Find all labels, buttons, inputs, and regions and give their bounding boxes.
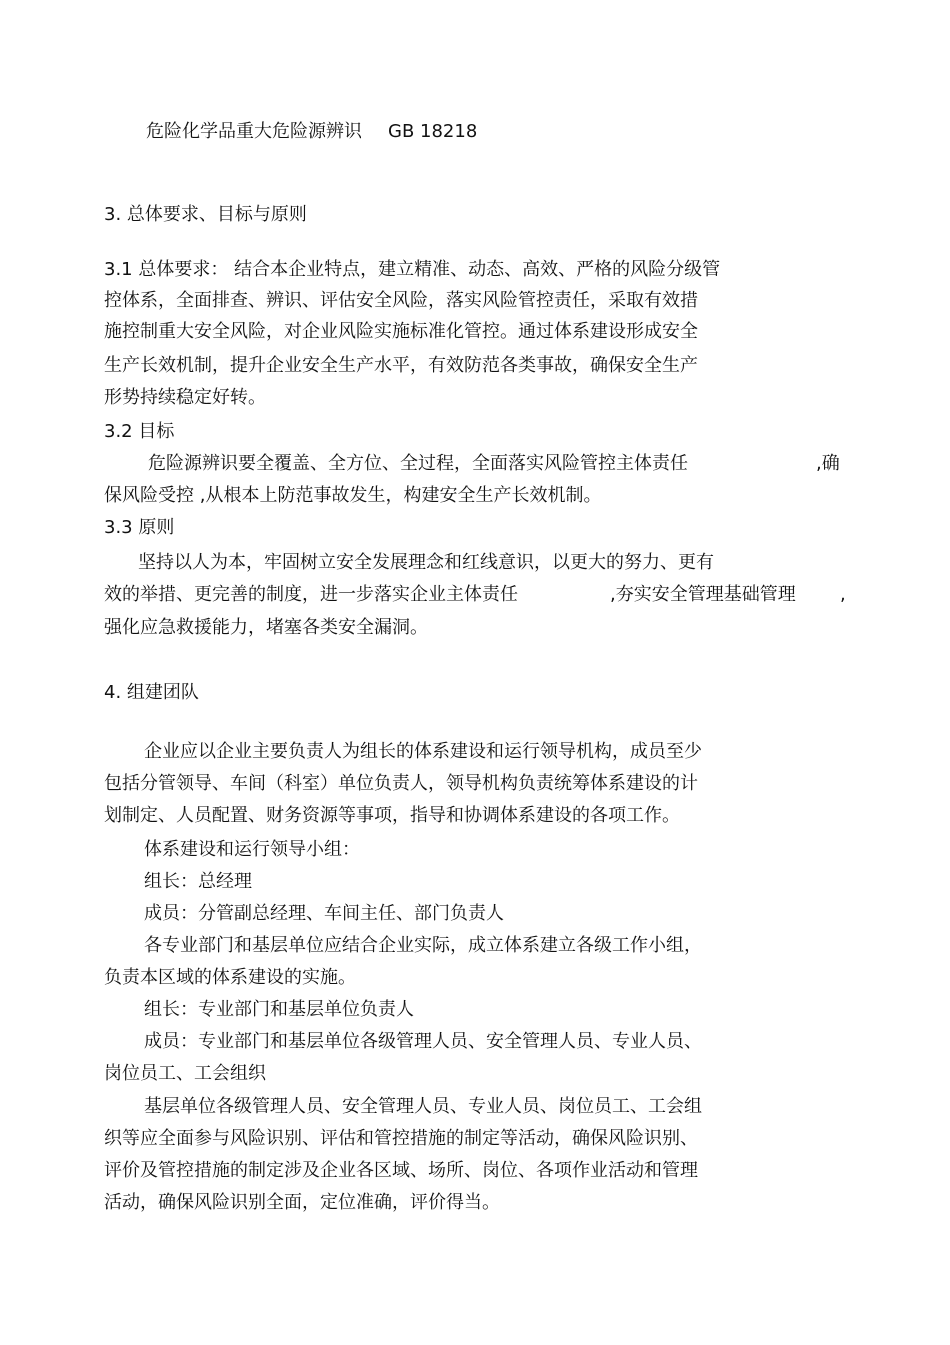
leader-group-head: 组长：总经理 bbox=[144, 871, 252, 892]
section-3-2-heading: 3.2 目标 bbox=[104, 421, 175, 442]
section-3-2-line: 保风险受控 ,从根本上防范事故发生，构建安全生产长效机制。 bbox=[104, 485, 602, 506]
work-group-head: 组长：专业部门和基层单位负责人 bbox=[144, 999, 414, 1020]
leader-group-title: 体系建设和运行领导小组： bbox=[144, 839, 360, 860]
section-3-3-line: 效的举措、更完善的制度，进一步落实企业主体责任 bbox=[104, 584, 518, 605]
section-4-heading: 4. 组建团队 bbox=[104, 682, 199, 703]
standard-name: 危险化学品重大危险源辨识 bbox=[146, 121, 362, 142]
section-4-p3-line: 评价及管控措施的制定涉及企业各区域、场所、岗位、各项作业活动和管理 bbox=[104, 1160, 698, 1181]
section-3-1-line: 生产长效机制，提升企业安全生产水平，有效防范各类事故，确保安全生产 bbox=[104, 355, 698, 376]
section-3-3-line: 强化应急救援能力，堵塞各类安全漏洞。 bbox=[104, 617, 428, 638]
section-3-2-line: 危险源辨识要全覆盖、全方位、全过程，全面落实风险管控主体责任 bbox=[148, 453, 688, 474]
section-4-p1-line: 包括分管领导、车间（科室）单位负责人，领导机构负责统筹体系建设的计 bbox=[104, 773, 698, 794]
section-4-p3-line: 基层单位各级管理人员、安全管理人员、专业人员、岗位员工、工会组 bbox=[144, 1096, 702, 1117]
section-4-p1-line: 划制定、人员配置、财务资源等事项，指导和协调体系建设的各项工作。 bbox=[104, 805, 680, 826]
leader-group-members: 成员：分管副总经理、车间主任、部门负责人 bbox=[144, 903, 504, 924]
section-3-2-line-end: ,确 bbox=[816, 453, 840, 474]
section-3-heading: 3. 总体要求、目标与原则 bbox=[104, 204, 307, 225]
section-3-1-line: 形势持续稳定好转。 bbox=[104, 387, 266, 408]
section-3-1-line: 3.1 总体要求： 结合本企业特点，建立精准、动态、高效、严格的风险分级管 bbox=[104, 259, 721, 280]
section-3-3-heading: 3.3 原则 bbox=[104, 517, 175, 538]
section-4-p2-line: 各专业部门和基层单位应结合企业实际，成立体系建立各级工作小组， bbox=[144, 935, 702, 956]
section-4-p1-line: 企业应以企业主要负责人为组长的体系建设和运行领导机构，成员至少 bbox=[144, 741, 702, 762]
section-3-3-line-mid: ,夯实安全管理基础管理 bbox=[610, 584, 796, 605]
section-3-1-line: 施控制重大安全风险，对企业风险实施标准化管控。通过体系建设形成安全 bbox=[104, 321, 698, 342]
work-group-members: 成员：专业部门和基层单位各级管理人员、安全管理人员、专业人员、 bbox=[144, 1031, 702, 1052]
work-group-members: 岗位员工、工会组织 bbox=[104, 1063, 266, 1084]
standard-reference bbox=[146, 120, 477, 144]
section-3-3-line-end: , bbox=[840, 584, 846, 605]
section-4-p3-line: 活动，确保风险识别全面，定位准确，评价得当。 bbox=[104, 1192, 500, 1213]
section-3-1-line: 控体系，全面排查、辨识、评估安全风险，落实风险管控责任，采取有效措 bbox=[104, 290, 698, 311]
standard-code: GB 18218 bbox=[388, 121, 478, 142]
section-4-p2-line: 负责本区域的体系建设的实施。 bbox=[104, 967, 356, 988]
section-3-3-line: 坚持以人为本，牢固树立安全发展理念和红线意识，以更大的努力、更有 bbox=[138, 552, 714, 573]
section-4-p3-line: 织等应全面参与风险识别、评估和管控措施的制定等活动，确保风险识别、 bbox=[104, 1128, 698, 1149]
